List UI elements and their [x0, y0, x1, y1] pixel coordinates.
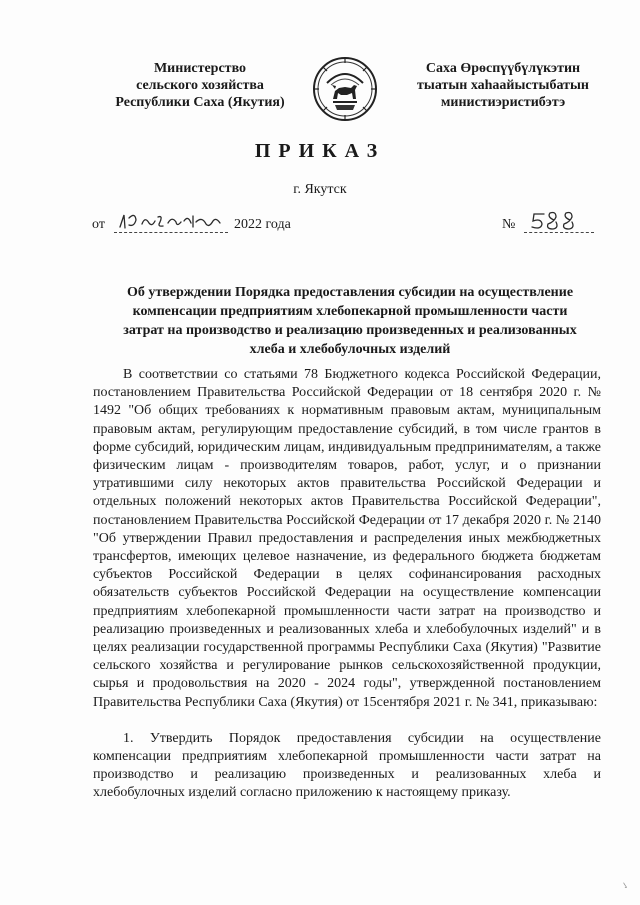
handwritten-order-number [524, 210, 594, 233]
ministry-name-ru-line-1: Министерство [153, 61, 247, 76]
order-title-line-2: компенсации предприятиям хлебопекарной промышленности части [132, 304, 568, 319]
handwritten-date [114, 210, 228, 233]
date-year: 2022 года [234, 217, 291, 232]
preamble-paragraph: В соответствии со статьями 78 Бюджетного кодекса Российской Федерации, постановлением Правительства Российской Федерации от 18 сентября 2020 г. № 1492 "Об общих требованиях к нормативным правовым актам, муниципальным правовым актам, регулирующим предоставление субсидий, в том числе грантов в форме субсидий, юридическим лицам, индивидуальным предпринимателям, а также физическим лицам - производителям товаров, работ, услуг, и о признании утратившими силу некоторых актов правительства Российской Федерации и отдельных положений некоторых актов Правительства Российской Федерации", постановлением Правительства Российской Федерации от 17 декабря 2020 г. № 2140 "Об утверждении Правил предоставления и распределения иных межбюджетных трансфертов, имеющих целевое назначение, из федерального бюджета бюджетам субъектов Российской Федерации в целях софинансирования расходных обязательств субъектов Российской Федерации на осуществление компенсации предприятиям хлебопекарной промышленности части затрат на производство и реализацию произведенных и реализованных хлеба и хлебобулочных изделий" и в целях реализации государственной программы Республики Саха (Якутия) "Развитие сельского хозяйства и регулирование рынков сельскохозяйственной продукции, сырья и продовольствия на 2020 - 2024 годы", утвержденной постановлением Правительства Республики Саха (Якутия) от 15сентября 2021 г. № 341, приказываю: [93, 367, 601, 710]
number-prefix: № [502, 217, 516, 232]
item-1-paragraph: 1. Утвердить Порядок предоставления субсидии на осуществление компенсации предприятиям хлебопекарной промышленности части затрат на производство и реализацию произведенных и реализованных хлеба и хлебобулочных изделий согласно приложению к настоящему приказу. [93, 730, 601, 801]
handwritten-date-signature [114, 210, 228, 232]
sakha-republic-emblem-icon [311, 55, 379, 123]
ministry-name-ru-line-2: сельского хозяйства [136, 78, 264, 93]
ministry-name-russian [100, 60, 300, 111]
date-prefix: от [92, 217, 105, 232]
order-title-line-4: хлеба и хлебобулочных изделий [249, 342, 451, 357]
ministry-name-ru-line-3: Республики Саха (Якутия) [115, 95, 285, 110]
order-title-line-3: затрат на производство и реализацию произведенных и реализованных [123, 323, 577, 338]
order-title-line-1: Об утверждении Порядка предоставления субсидии на осуществление [126, 285, 574, 300]
margin-scan-mark: ✓ [619, 880, 632, 891]
ministry-name-sah-line-3: министиэристибэтэ [440, 95, 566, 110]
ministry-name-sah-line-1: Саха Өрөспүүбүлүкэтин [425, 61, 581, 76]
order-body [93, 366, 601, 803]
ministry-name-yakut [398, 60, 608, 111]
ministry-name-sah-line-2: тыатын хаһаайыстыбатын [417, 78, 589, 93]
handwritten-number-signature [524, 210, 594, 232]
document-type-title: ПРИКАЗ [254, 140, 386, 162]
date-number-row [92, 208, 612, 234]
city-of-issue: г. Якутск [293, 182, 347, 197]
order-title [100, 283, 600, 359]
